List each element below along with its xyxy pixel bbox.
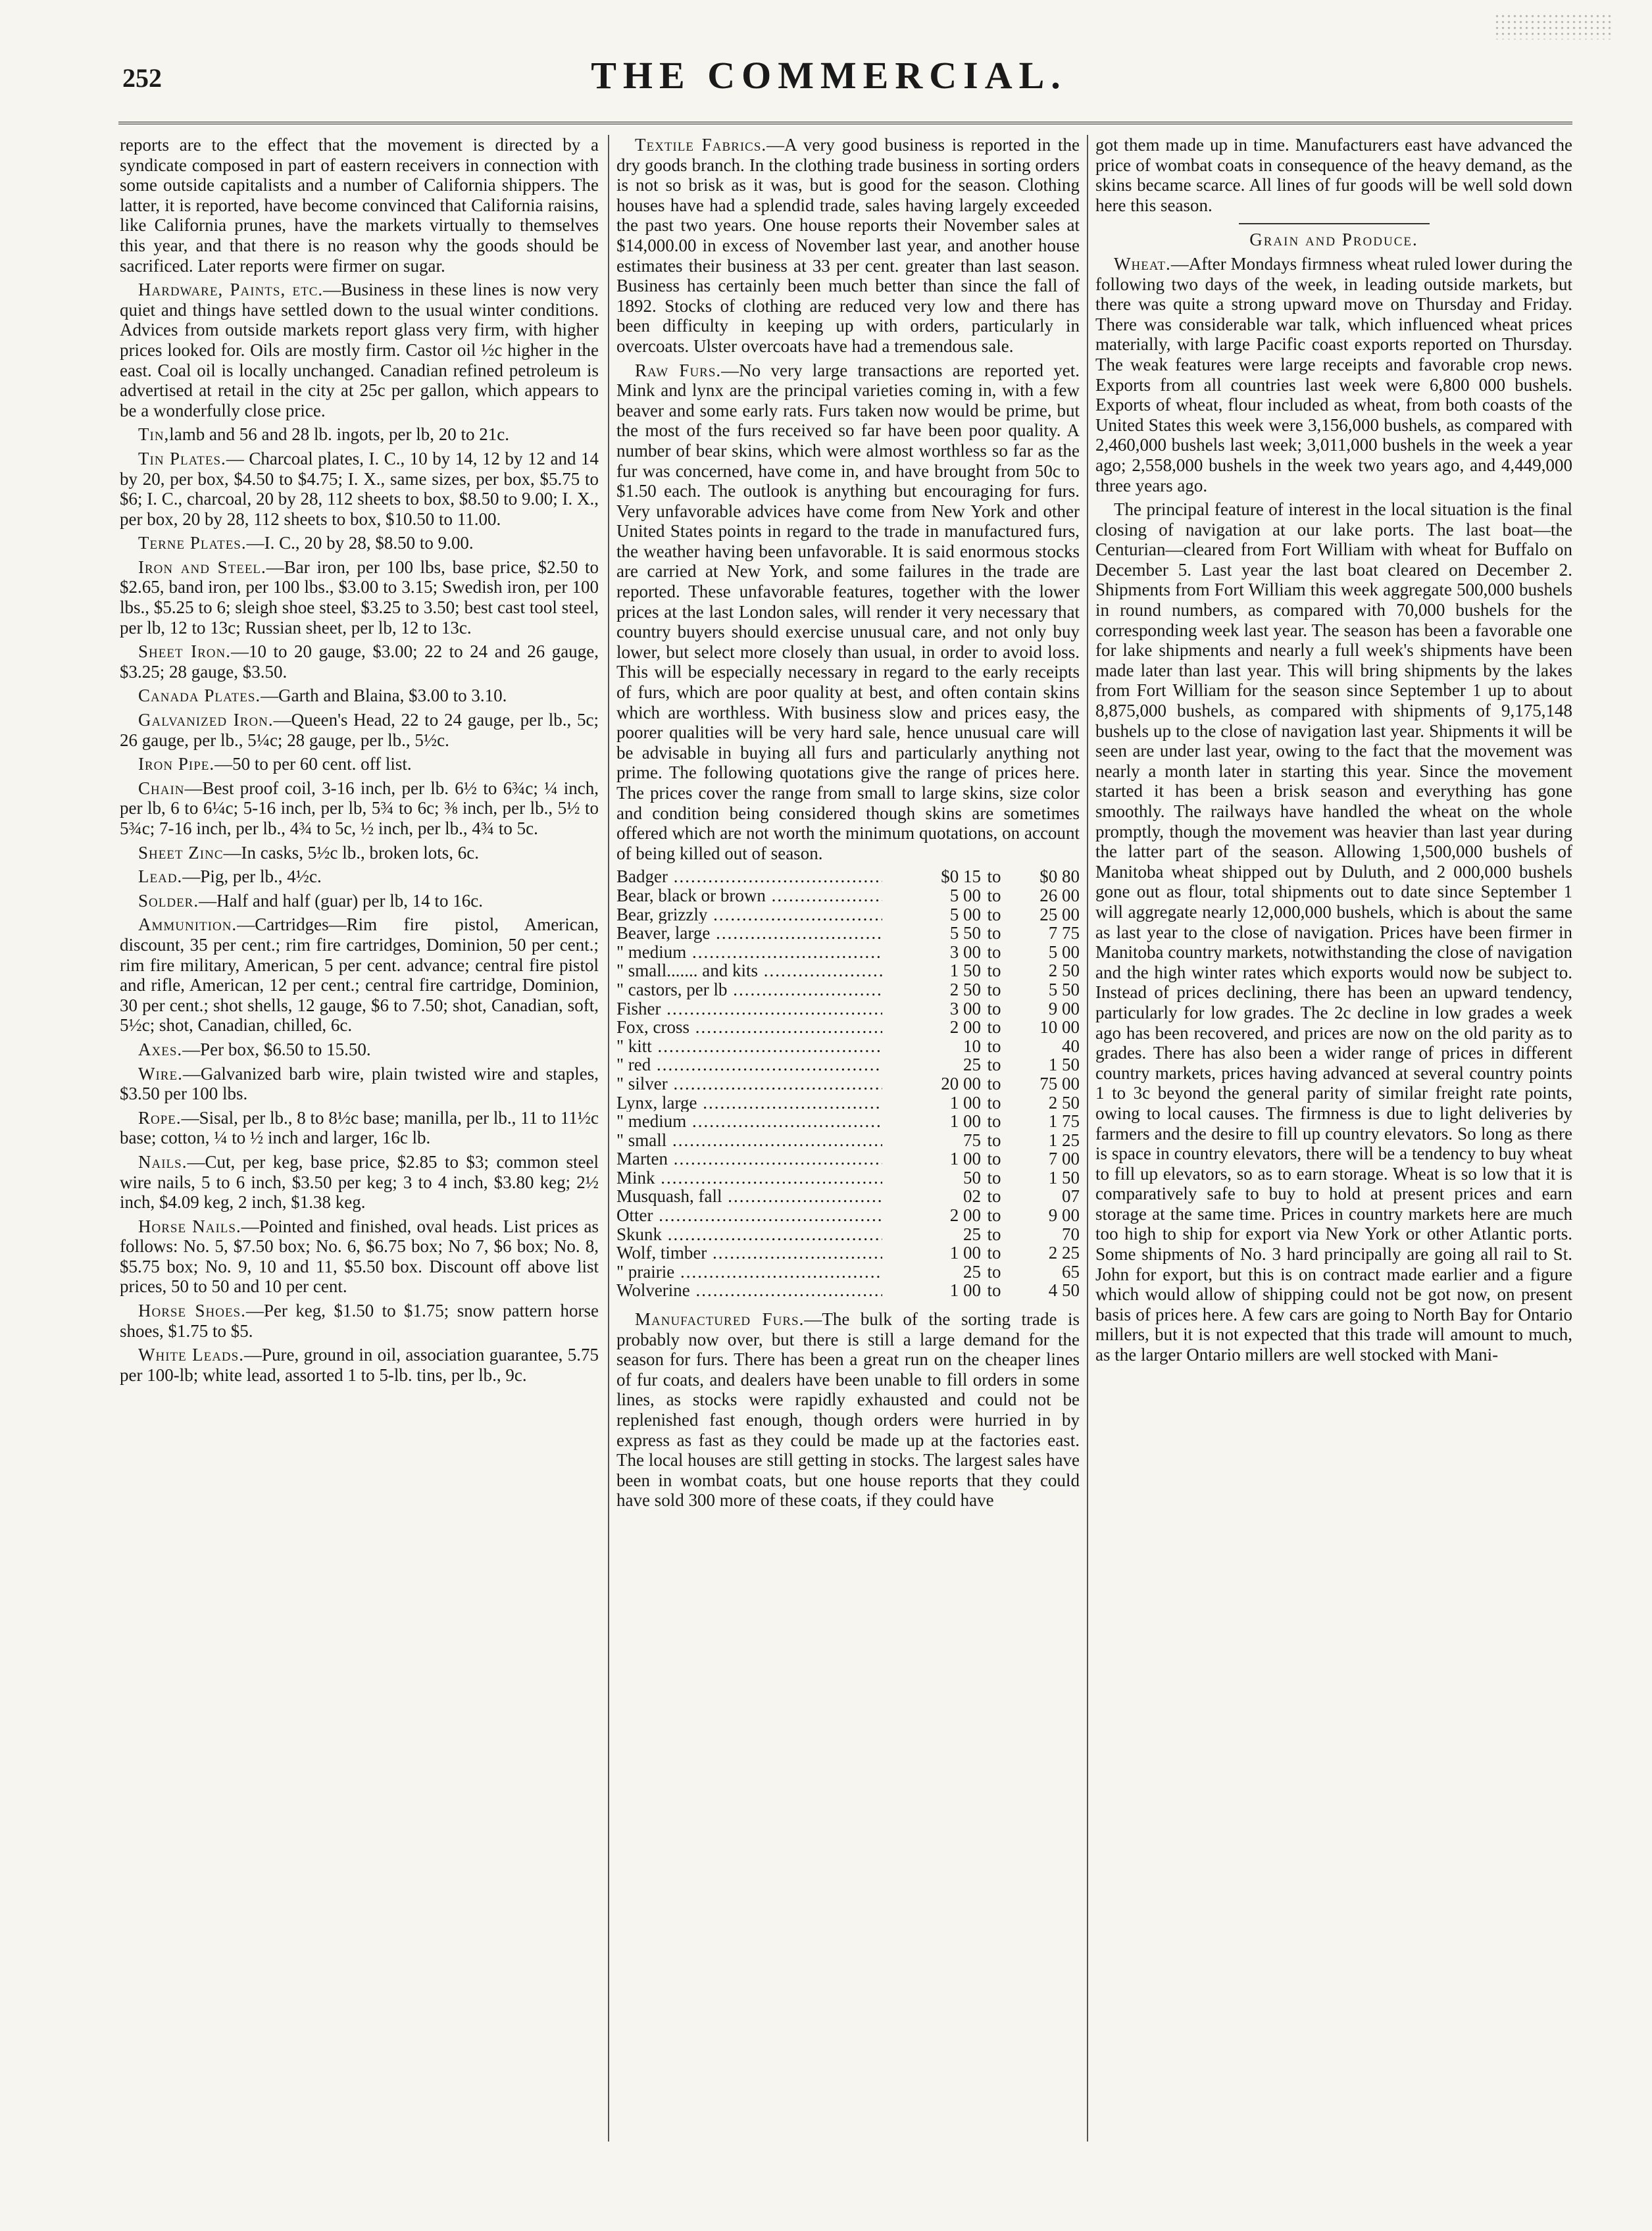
price-low: 75 xyxy=(963,1130,981,1150)
price-high: 1 50 xyxy=(1048,1167,1080,1188)
paragraph-heading: Galvanized Iron. xyxy=(138,710,274,730)
table-row xyxy=(616,943,1080,962)
price-low: 20 00 xyxy=(941,1073,981,1093)
paragraph-text: —Sisal, per lb., 8 to 8½c base; manilla, per lb., 11 to 11½c base; cotton, ¼ to ½ inch and larger, 16c lb. xyxy=(120,1107,599,1148)
fur-name: " medium ..... xyxy=(616,943,882,962)
fur-name: " red ..... xyxy=(616,1055,882,1074)
paragraph-heading: Solder. xyxy=(138,890,199,911)
price-low: 1 00 xyxy=(949,1149,981,1169)
table-row xyxy=(616,905,1080,924)
price-low: 5 00 xyxy=(949,904,981,924)
price-low: 50 xyxy=(963,1167,981,1188)
price-separator: to xyxy=(987,1224,1001,1244)
paragraph xyxy=(120,641,599,682)
paragraph-text: —A very good business is reported in the dry goods branch. In the clothing trade business in sorting orders is not so brisk as it was, but is good for the season. Clothing houses have had a splendid trade, sales having largely exceeded the past two years. One house reports their November sales at $14,000.00 in excess of November last year, and another house estimates their business at 33 per cent. greater than last season. Business has certainly been much better than since the fall of 1892. Stocks of clothing are reduced very low and there has been difficulty in keeping up with orders, particularly in overcoats. Ulster overcoats have had a tremendous sale. xyxy=(616,135,1080,356)
column-2 xyxy=(616,135,1080,2171)
price-separator: to xyxy=(987,1055,1001,1075)
price-high: $0 80 xyxy=(1039,866,1080,887)
price-high: 7 00 xyxy=(1048,1149,1080,1169)
paragraph-text: —Bar iron, per 100 lbs, base price, $2.50 to $2.65, band iron, per 100 lbs., $3.00 to 3.15; Swedish iron, per 100 lbs., $5.25 to 6; sleigh shoe steel, $3.25 to 3.50; best cast tool steel, per lb, 12 to 13c; Russian sheet, per lb, 12 to 13c. xyxy=(120,557,599,638)
fur-name: Wolverine ..... xyxy=(616,1281,882,1300)
paragraph-text: lamb and 56 and 28 lb. ingots, per lb, 20 to 21c. xyxy=(169,424,509,445)
paragraph-heading: Manufactured Furs. xyxy=(635,1309,805,1330)
paragraph xyxy=(120,424,599,445)
table-row xyxy=(616,867,1080,886)
paragraph-text: —Per box, $6.50 to 15.50. xyxy=(182,1039,371,1059)
fur-name: " kitt ..... xyxy=(616,1037,882,1056)
paragraph xyxy=(120,1345,599,1385)
fur-name: Musquash, fall ..... xyxy=(616,1187,882,1206)
paragraph-text: —Pure, ground in oil, association guarantee, 5.75 per 100-lb; white lead, assorted 1 to 5-lb. tins, per lb., 9c. xyxy=(120,1345,599,1385)
paragraph xyxy=(120,754,599,774)
table-row xyxy=(616,1037,1080,1056)
fur-name: Fisher ..... xyxy=(616,999,882,1018)
table-row xyxy=(616,1225,1080,1244)
price-separator: to xyxy=(987,941,1001,962)
paragraph-heading: Tin Plates. xyxy=(138,448,226,468)
paragraph-heading: Lead. xyxy=(138,866,183,887)
price-low: 1 00 xyxy=(949,1092,981,1113)
column-2-text xyxy=(616,135,1080,863)
paragraph-text: The principal feature of interest in the local situation is the final closing of navigation at our lake ports. The last boat—the Centurian—cleared from Fort William with wheat for Buffalo on December 5. Last year the last boat cleared on December 2. Shipments from Fort William this week aggregate 500,000 bushels in round numbers, as compared with 70,000 bushels for the corresponding week last year. The season has been a favorable one for lake shipments and nearly a full week's shipments have been made later than last year. This will bring shipments by the lakes from Fort William for the season since September 1 up to about 8,875,000 bushels, as compared with shipments of 9,175,148 bushels up to the close of navigation last year. Shipments it will be seen are under last year, owing to the fact that the movement was nearly a month later in starting this year. Since the movement started it has been a brisk season and everything has gone smoothly. The railways have handled the wheat on the whole promptly, though the movement was heavier than last year during the latter part of the season. Allowing 1,500,000 bushels of Manitoba wheat shipped out by Duluth, and 2 000,000 bushels gone out as flour, total shipments out to date since September 1 will aggregate nearly 12,000,000 bushels, which is about the same as last year to the close of navigation. Prices have been firmer in Manitoba country markets, notwithstanding the close of navigation and the high winter rates which exports would now be subject to. Instead of prices declining, there has been an upward tendency, particularly for low grades. The 2c decline in low grades a week ago has been recovered, and prices are now on the old parity as to grades. There has also been a wider range of prices in different country markets, prices having advanced at several country points 1 to 3c beyond the general parity of similar freight rate points, owing to local causes. The firmness is due to light deliveries by farmers and the desire to fill up country elevators. So long as there is space in country elevators, there will be a tendency to buy wheat to fill up elevators, so as to earn storage. Wheat is so low that it is comparatively safe to buy to hold at present prices and earn storage at the same time. Prices in country markets here are much too high to ship for export via New York or other Atlantic ports. Some shipments of No. 3 hard principally are going all rail to St. John for export, but this is on contract made earlier and a figure which would allow of shipping could not be got now, on present basis of prices here. A few cars are going to North Bay for Ontario millers, but it is not expected that this trade will amount to much, as the larger Ontario millers are well stocked with Mani- xyxy=(1095,499,1572,1365)
paragraph xyxy=(120,843,599,863)
fur-name: Mink ..... xyxy=(616,1168,882,1188)
price-high: 1 75 xyxy=(1048,1111,1080,1132)
paragraph xyxy=(120,449,599,529)
paragraph xyxy=(120,280,599,420)
table-row xyxy=(616,1243,1080,1263)
paragraph-heading: Textile Fabrics. xyxy=(635,135,767,155)
paragraph xyxy=(120,710,599,750)
price-high: 2 25 xyxy=(1048,1243,1080,1263)
paragraph-text: —Garth and Blaina, $3.00 to 3.10. xyxy=(261,686,507,706)
paragraph xyxy=(120,891,599,911)
paragraph-heading: Raw Furs. xyxy=(635,360,722,380)
header-rule xyxy=(118,122,1572,124)
price-low: 25 xyxy=(963,1261,981,1282)
paragraph-heading: Iron and Steel. xyxy=(138,557,266,577)
table-row xyxy=(616,1168,1080,1188)
fur-name: Beaver, large ..... xyxy=(616,924,882,943)
fur-name: Marten ..... xyxy=(616,1149,882,1168)
price-separator: to xyxy=(987,1280,1001,1301)
price-separator: to xyxy=(987,1186,1001,1207)
table-row xyxy=(616,924,1080,943)
price-low: 2 00 xyxy=(949,1205,981,1226)
fur-price-table xyxy=(616,867,1080,1300)
table-row xyxy=(616,1074,1080,1093)
price-separator: to xyxy=(987,1243,1001,1263)
price-high: 2 50 xyxy=(1048,961,1080,981)
price-high: 25 00 xyxy=(1039,904,1080,924)
section-heading-grain: Grain and Produce. xyxy=(1249,230,1418,250)
price-separator: to xyxy=(987,1149,1001,1169)
price-separator: to xyxy=(987,979,1001,999)
paragraph xyxy=(120,533,599,553)
price-separator: to xyxy=(987,923,1001,943)
price-separator: to xyxy=(987,961,1001,981)
price-high: 4 50 xyxy=(1048,1280,1080,1301)
price-high: 26 00 xyxy=(1039,885,1080,905)
price-separator: to xyxy=(987,1036,1001,1056)
price-low: 3 00 xyxy=(949,998,981,1018)
fur-name: " small....... and kits ..... xyxy=(616,961,882,980)
paragraph-text: got them made up in time. Manufacturers east have advanced the price of wombat coats in consequence of the heavy demand, as the skins became scarce. All lines of fur goods will be well sold down here this season. xyxy=(1095,135,1572,215)
column-3 xyxy=(1095,135,1572,2171)
price-separator: to xyxy=(987,1130,1001,1150)
price-separator: to xyxy=(987,1073,1001,1093)
price-high: 1 25 xyxy=(1048,1130,1080,1150)
paragraph-heading: White Leads. xyxy=(138,1345,244,1365)
price-separator: to xyxy=(987,1111,1001,1132)
paragraph-text: —Business in these lines is now very quiet and things have settled down to the usual winter conditions. Advices from outside markets report glass very firm, with higher prices looked for. Oils are mostly firm. Castor oil ½c higher in the east. Coal oil is locally unchanged. Canadian refined petroleum is advertised at retail in the city at 25c per gallon, which appears to be a wonderfully close price. xyxy=(120,280,599,420)
table-row xyxy=(616,980,1080,999)
paragraph xyxy=(120,686,599,706)
paragraph-text: —Pig, per lb., 4½c. xyxy=(182,866,322,887)
paragraph-heading: Tin, xyxy=(138,424,170,445)
paragraph xyxy=(120,1064,599,1104)
page-number: 252 xyxy=(122,63,162,93)
paragraph xyxy=(120,557,599,638)
column-rule xyxy=(608,135,609,2142)
paragraph-heading: Wire. xyxy=(138,1063,183,1084)
price-high: 7 75 xyxy=(1048,923,1080,943)
column-1-text xyxy=(120,135,599,1385)
paragraph-heading: Sheet Zinc xyxy=(138,842,224,863)
fur-name: Otter ..... xyxy=(616,1206,882,1225)
paragraph-text: —I. C., 20 by 28, $8.50 to 9.00. xyxy=(246,533,474,553)
paragraph-heading: Ammunition. xyxy=(138,915,238,935)
price-separator: to xyxy=(987,866,1001,887)
paragraph xyxy=(120,1108,599,1148)
price-separator: to xyxy=(987,1017,1001,1038)
scan-speckle xyxy=(1494,13,1613,39)
price-high: 75 00 xyxy=(1039,1073,1080,1093)
table-row xyxy=(616,961,1080,980)
price-separator: to xyxy=(987,1092,1001,1113)
table-row xyxy=(616,1281,1080,1300)
fur-name: Bear, black or brown ..... xyxy=(616,886,882,905)
table-row xyxy=(616,1112,1080,1131)
paragraph-text: —After Mondays firmness wheat ruled lower during the following two days of the week, in leading outside markets, but there was quite a strong upward move on Thursday and Friday. There was considerable war talk, which influenced wheat prices materially, with large Pacific coast exports reported on Thursday. The weak features were large receipts and favorable crop news. Exports from all countries last week were 6,800 000 bushels. Exports of wheat, flour included as wheat, from both coasts of the United States this week were 3,156,000 bushels, as compared with 2,460,000 bushels last week; 3,011,000 bushels in the week a year ago; 2,558,000 bushels in the week two years ago, and 4,449,000 three years ago. xyxy=(1095,253,1572,495)
column-1 xyxy=(120,135,599,2171)
fur-name: Fox, cross ..... xyxy=(616,1018,882,1037)
table-row xyxy=(616,1018,1080,1037)
fur-name: " prairie ..... xyxy=(616,1263,882,1282)
paragraph-text: —In casks, 5½c lb., broken lots, 6c. xyxy=(223,842,479,863)
paragraph xyxy=(120,135,599,276)
table-row xyxy=(616,1055,1080,1074)
column-3-text xyxy=(1095,135,1572,215)
price-low: 2 50 xyxy=(949,979,981,999)
price-separator: to xyxy=(987,998,1001,1018)
paragraph-text: —Queen's Head, 22 to 24 gauge, per lb., 5c; 26 gauge, per lb., 5¼c; 28 gauge, per lb., 5½c. xyxy=(120,710,599,750)
price-low: 02 xyxy=(963,1186,981,1207)
paragraph xyxy=(120,1301,599,1341)
price-high: 9 00 xyxy=(1048,1205,1080,1226)
paragraph-heading: Horse Shoes. xyxy=(138,1301,246,1321)
price-high: 9 00 xyxy=(1048,998,1080,1018)
price-low: 1 00 xyxy=(949,1280,981,1301)
paragraph-text: —Cut, per keg, base price, $2.85 to $3; common steel wire nails, 5 to 6 inch, $3.50 per keg; 3 to 4 inch, $3.80 keg; 2½ inch, $4.09 keg, 2 inch, $1.38 keg. xyxy=(120,1151,599,1213)
paragraph-text: —Best proof coil, 3-16 inch, per lb. 6½ to 6¾c; ¼ inch, per lb, 6 to 6¼c; 5-16 inch, per lb, 5¾ to 6c; ⅜ inch, per lb., 5½ to 5¾c; 7-16 inch, per lb., 4¾ to 5c, ½ inch, per lb., 4¾ to 5c. xyxy=(120,778,599,838)
paragraph xyxy=(1095,254,1572,495)
fur-name: " castors, per lb ..... xyxy=(616,980,882,999)
price-low: 5 00 xyxy=(949,885,981,905)
price-low: 25 xyxy=(963,1055,981,1075)
table-row xyxy=(616,1093,1080,1113)
column-2-text-continued xyxy=(616,1309,1080,1511)
paragraph-text: —Cartridges—Rim fire pistol, American, discount, 35 per cent.; rim fire cartridges, Dominion, 50 per cent.; rim fire military, American, 5 per cent. advance; central fire pistol and rifle, American, 12 per cent.; central fire cartridge, Dominion, 30 per cent.; shot shells, 12 gauge, $6 to 7.50; shot, Canadian, soft, 5½c; shot, Canadian, chilled, 6c. xyxy=(120,915,599,1036)
fur-name: Wolf, timber ..... xyxy=(616,1243,882,1263)
paragraph xyxy=(616,135,1080,357)
price-separator: to xyxy=(987,904,1001,924)
column-rule xyxy=(1087,135,1088,2142)
paragraph-heading: Hardware, Paints, etc. xyxy=(138,280,324,300)
paragraph xyxy=(120,1152,599,1213)
price-low: 3 00 xyxy=(949,941,981,962)
paragraph xyxy=(1095,499,1572,1365)
paragraph xyxy=(616,1309,1080,1511)
price-low: 5 50 xyxy=(949,923,981,943)
paragraph-heading: Chain xyxy=(138,778,185,798)
fur-name: Lynx, large ..... xyxy=(616,1093,882,1113)
paragraph-heading: Canada Plates. xyxy=(138,686,261,706)
fur-name: Bear, grizzly ..... xyxy=(616,905,882,924)
table-row xyxy=(616,1149,1080,1168)
price-high: 07 xyxy=(1062,1186,1080,1207)
fur-name: Badger ..... xyxy=(616,867,882,886)
price-separator: to xyxy=(987,1167,1001,1188)
paragraph-heading: Iron Pipe. xyxy=(138,754,215,774)
table-row xyxy=(616,999,1080,1018)
price-low: 2 00 xyxy=(949,1017,981,1038)
masthead-title: THE COMMERCIAL. xyxy=(591,54,1067,97)
paragraph-text: — Charcoal plates, I. C., 10 by 14, 12 by 12 and 14 by 20, per box, $4.50 to $4.75; I. X., same sizes, per box, $5.75 to $6; I. C., charcoal, 20 by 28, 112 sheets to box, $8.50 to 9.00; I. X., per box, 20 by 28, 112 sheets to box, $10.50 to 11.00. xyxy=(120,448,599,529)
price-high: 1 50 xyxy=(1048,1055,1080,1075)
paragraph-heading: Wheat. xyxy=(1114,253,1171,274)
paragraph-heading: Horse Nails. xyxy=(138,1216,241,1236)
paragraph-text: —Pointed and finished, oval heads. List prices as follows: No. 5, $7.50 box; No. 6, $6.75 box; No 7, $6 box; No. 8, $5.75 box; No. 9, 10 and 11, $5.50 box. Discount off above list prices, 50 to 50 and 10 per cent. xyxy=(120,1216,599,1297)
paragraph-text: —No very large transactions are reported yet. Mink and lynx are the principal varieties coming in, with a few beaver and some early rats. Furs taken now would be prime, but the most of the furs received so far have been poor quality. A number of bear skins, which were almost worthless so far as the fur was concerned, have come in, and have brought from 50c to $1.50 each. The outlook is anything but encouraging for furs. Very unfavorable advices have come from New York and other United States points in regard to the trade in manufactured furs, the weather having been unfavorable. It is said enormous stocks are carried at New York, and some failures in the trade are reported. These unfavorable features, together with the lower prices at the last London sales, will render it very necessary that country buyers should exercise unusual care, and not only buy lower, but select more closely than usual, in order to avoid loss. This will be especially necessary in regard to the early receipts of furs, which are poor quality at best, and often contain skins which are worthless. With business slow and prices easy, the poorer qualities will be very hard sale, hence unusual care will be advisable in buying all furs and particularly anything not prime. The following quotations give the range of prices here. The prices cover the range from small to large skins, size color and condition being considered though skins are sometimes offered which are not worth the minimum quotations, on account of being killed out of season. xyxy=(616,360,1080,863)
paragraph-text: —50 to per 60 cent. off list. xyxy=(214,754,412,774)
paragraph-text: —Half and half (guar) per lb, 14 to 16c. xyxy=(199,890,483,911)
table-row xyxy=(616,1131,1080,1150)
paragraph-text: —The bulk of the sorting trade is probably now over, but there is still a large demand for the season for furs. There has been a great run on the cheaper lines of fur coats, and dealers have been unable to fill orders in some lines, as stocks were rapidly exhausted and could not be replenished fast enough, though orders were hurried in by express as fast as they could be made up at the factories east. The local houses are still getting in stocks. The largest sales have been in wombat coats, but one house reports that they could have sold 300 more of these coats, if they could have xyxy=(616,1309,1080,1511)
price-low: 10 xyxy=(963,1036,981,1056)
price-high: 2 50 xyxy=(1048,1092,1080,1113)
paragraph-heading: Nails. xyxy=(138,1151,188,1172)
price-high: 65 xyxy=(1062,1261,1080,1282)
fur-name: " silver ..... xyxy=(616,1074,882,1093)
paragraph xyxy=(120,778,599,839)
price-separator: to xyxy=(987,1261,1001,1282)
price-separator: to xyxy=(987,1205,1001,1226)
price-high: 10 00 xyxy=(1039,1017,1080,1038)
price-low: 25 xyxy=(963,1224,981,1244)
fur-name: " medium ..... xyxy=(616,1112,882,1131)
paragraph xyxy=(120,866,599,887)
table-row xyxy=(616,1206,1080,1225)
price-low: 1 00 xyxy=(949,1243,981,1263)
price-separator: to xyxy=(987,885,1001,905)
paragraph xyxy=(120,1216,599,1297)
table-row xyxy=(616,886,1080,905)
paragraph xyxy=(120,1040,599,1060)
page-header xyxy=(92,54,1566,115)
paragraph-heading: Sheet Iron. xyxy=(138,641,231,662)
paragraph-text: reports are to the effect that the movement is directed by a syndicate composed in part of eastern receivers in connection with some outside capitalists and a number of California shippers. The latter, it is reported, have become convinced that California raisins, like California prunes, have the markets virtually to themselves this year, and that there is no reason why the goods should be sacrificed. Later reports were firmer on sugar. xyxy=(120,135,599,276)
paragraph-text: —10 to 20 gauge, $3.00; 22 to 24 and 26 gauge, $3.25; 28 gauge, $3.50. xyxy=(120,641,599,682)
paragraph-text: —Galvanized barb wire, plain twisted wire and staples, $3.50 per 100 lbs. xyxy=(120,1063,599,1104)
price-high: 5 00 xyxy=(1048,941,1080,962)
column-3-text-continued xyxy=(1095,254,1572,1365)
price-low: 1 00 xyxy=(949,1111,981,1132)
paragraph-heading: Rope. xyxy=(138,1107,182,1128)
section-separator xyxy=(1239,223,1430,224)
price-high: 40 xyxy=(1062,1036,1080,1056)
price-high: 5 50 xyxy=(1048,979,1080,999)
fur-name: " small ..... xyxy=(616,1131,882,1150)
paragraph-heading: Axes. xyxy=(138,1039,183,1059)
price-high: 70 xyxy=(1062,1224,1080,1244)
paragraph-text: —Per keg, $1.50 to $1.75; snow pattern horse shoes, $1.75 to $5. xyxy=(120,1301,599,1341)
table-row xyxy=(616,1187,1080,1206)
fur-name: Skunk ..... xyxy=(616,1225,882,1244)
price-low: $0 15 xyxy=(941,866,981,887)
paragraph xyxy=(120,915,599,1036)
paragraph xyxy=(616,361,1080,864)
paragraph-heading: Terne Plates. xyxy=(138,533,247,553)
table-row xyxy=(616,1263,1080,1282)
price-low: 1 50 xyxy=(949,961,981,981)
paragraph xyxy=(1095,135,1572,215)
